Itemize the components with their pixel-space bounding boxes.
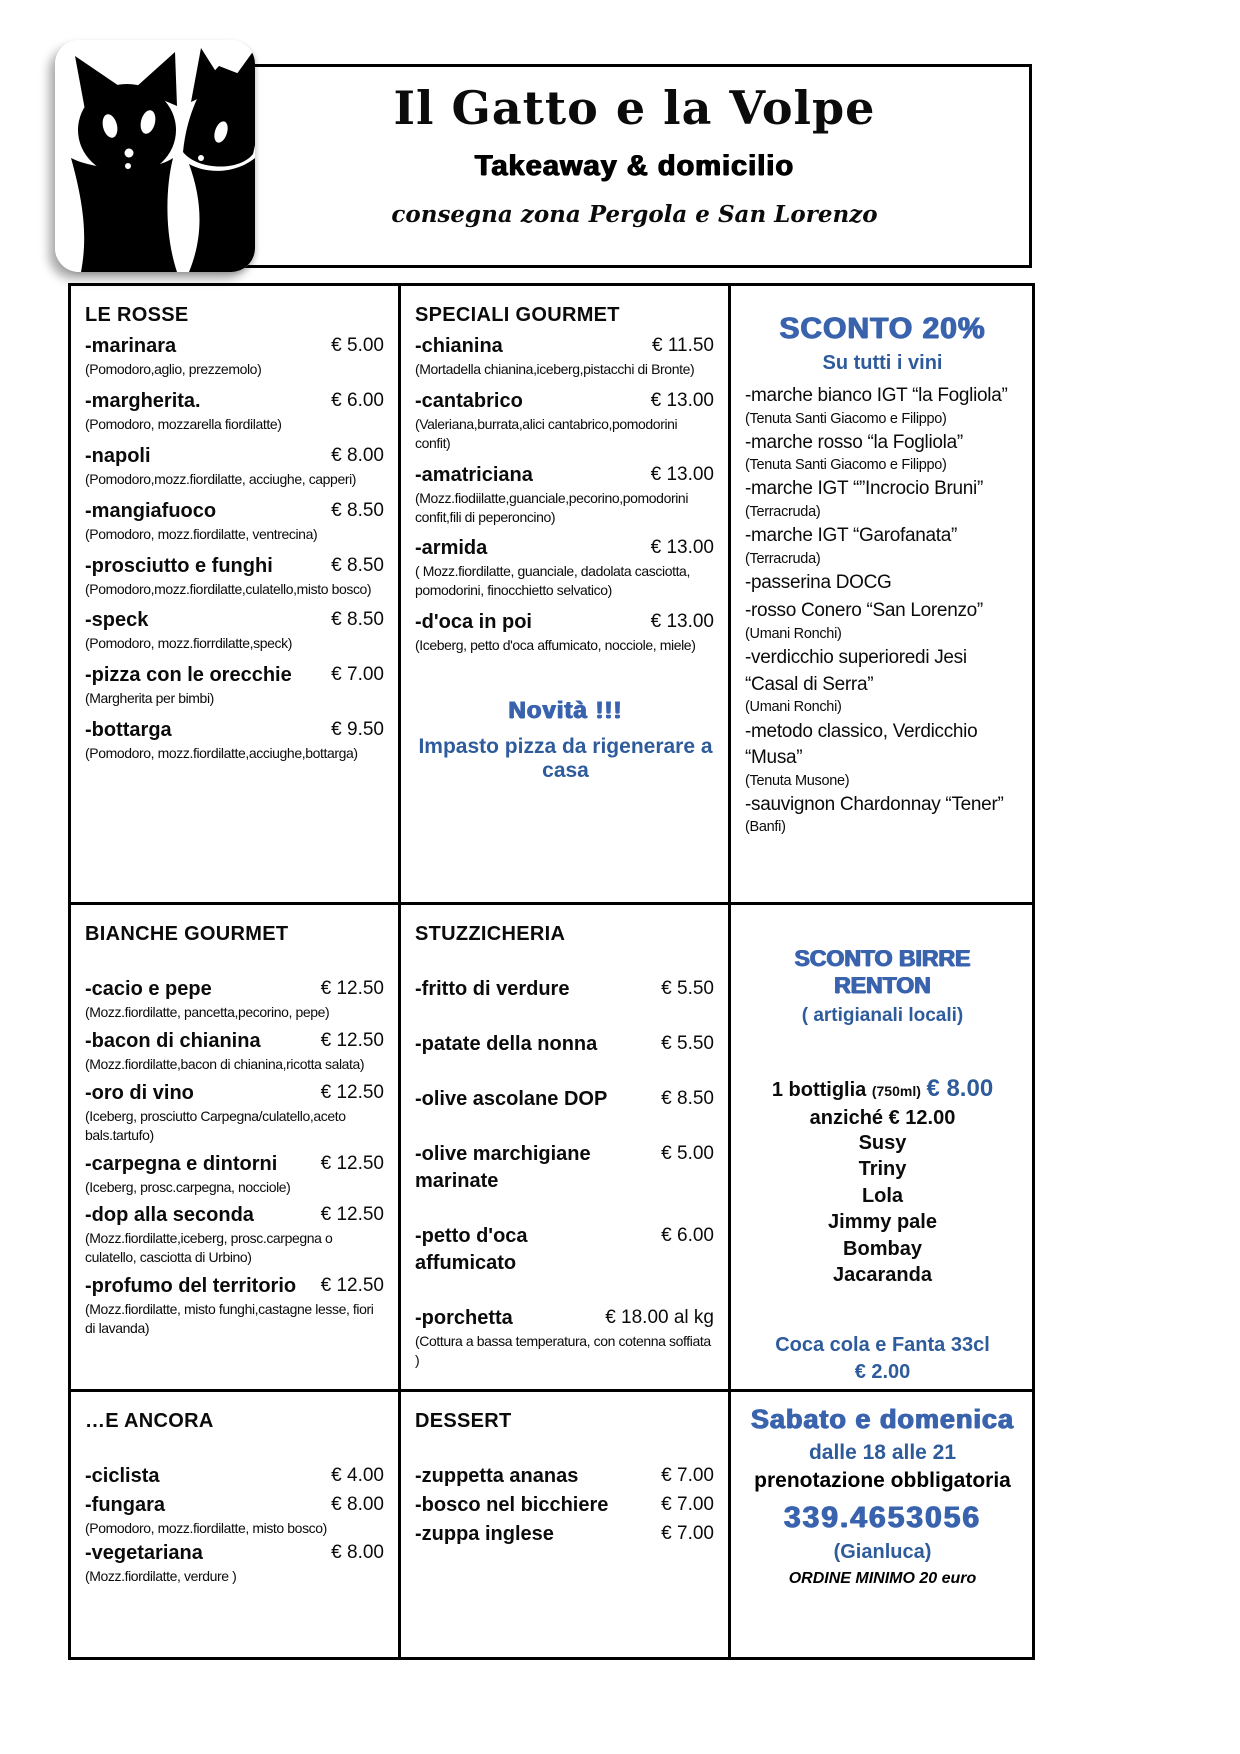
beer-discount-title: SCONTO BIRRE RENTON [794, 945, 971, 998]
wine-name: -marche rosso “la Fogliola” [745, 431, 963, 453]
beer-original-price: anziché € 12.00 [809, 1107, 956, 1129]
wine-producer: (Tenuta Santi Giacomo e Filippo) [745, 457, 947, 474]
item-price: € 8.50 [331, 554, 384, 576]
menu-item [415, 976, 716, 1003]
novita-title: Novità !!! [508, 697, 623, 725]
item-price: € 13.00 [650, 611, 714, 633]
wine-producer: (Banfi) [745, 819, 786, 836]
wine-name: -rosso Conero “San Lorenzo” [745, 600, 983, 622]
item-price: € 12.50 [320, 1204, 384, 1226]
wine-item [745, 719, 1020, 790]
section-dessert [401, 1392, 731, 1657]
item-description: (Pomodoro,aglio, prezzemolo) [85, 361, 262, 377]
item-price: € 18.00 al kg [605, 1307, 714, 1328]
menu-item [415, 1463, 716, 1490]
beer-offer-label: 1 bottiglia [771, 1079, 867, 1101]
item-description: (Mozz.fiordilatte,bacon di chianina,ricotta salata) [85, 1055, 365, 1072]
wine-discount-subtitle: Su tutti i vini [822, 352, 943, 374]
beer-offer-price: € 8.00 [926, 1075, 994, 1102]
menu-item [85, 1463, 386, 1490]
item-description: (Pomodoro, mozz.fiordilatte, misto bosco) [85, 1520, 327, 1536]
wine-item [745, 383, 1020, 428]
header-box [237, 64, 1032, 268]
item-name: -porchetta [415, 1307, 513, 1329]
item-price: € 7.00 [331, 664, 384, 686]
section-title: BIANCHE GOURMET [85, 923, 289, 945]
menu-item-list [85, 333, 386, 763]
item-price: € 8.00 [331, 444, 384, 466]
item-name: -vegetariana [85, 1541, 203, 1564]
wine-item [745, 598, 1020, 643]
wine-producer: (Terracruda) [745, 550, 821, 567]
menu-item-list [85, 976, 386, 1338]
item-description: (Iceberg, prosc.carpegna, nocciole) [85, 1178, 291, 1195]
section-birre [731, 905, 1032, 1392]
menu-item-list [415, 333, 716, 655]
menu-item [85, 1028, 386, 1074]
item-price: € 5.00 [331, 335, 384, 356]
item-name: -armida [415, 537, 488, 560]
item-description: ( Mozz.fiordilatte, guanciale, dadolata casciotta, pomodorini, finocchietto selvatico) [415, 563, 690, 599]
menu-item [85, 1080, 386, 1145]
item-description: (Mozz.fiordilatte, misto funghi,castagne lesse, fiori di lavanda) [85, 1301, 374, 1337]
item-price: € 7.00 [661, 1523, 714, 1544]
wine-item [745, 523, 1020, 568]
menu-item [415, 1492, 716, 1519]
item-name: -oro di vino [85, 1081, 194, 1104]
wine-name: -marche bianco IGT “la Fogliola” [745, 385, 1008, 406]
menu-item [85, 662, 386, 708]
menu-item [85, 1492, 386, 1538]
item-description: (Mozz.fiordilatte,iceberg, prosc.carpegna o culatello, casciotta di Urbino) [85, 1230, 333, 1266]
item-price: € 8.00 [331, 1494, 384, 1515]
beer-bottle-size: (750ml) [871, 1083, 921, 1099]
wine-name: -marche IGT “”Incrocio Bruni” [745, 478, 984, 500]
wine-name: -marche IGT “Garofanata” [745, 525, 958, 547]
menu-item [415, 1141, 716, 1195]
section-title: STUZZICHERIA [415, 923, 566, 945]
wine-producer: (Tenuta Musone) [745, 772, 850, 789]
menu-item [415, 535, 716, 600]
item-name: -zuppetta ananas [415, 1465, 579, 1487]
item-name: -cantabrico [415, 389, 523, 412]
beer-name: Bombay [843, 1237, 922, 1260]
beer-name: Jimmy pale [828, 1211, 937, 1234]
item-description: (Cottura a bassa temperatura, con cotenna soffiata ) [415, 1333, 711, 1368]
soft-drinks-price: € 2.00 [854, 1361, 911, 1384]
item-price: € 7.00 [661, 1465, 714, 1486]
item-price: € 12.50 [320, 1029, 384, 1051]
menu-item [85, 607, 386, 653]
wine-producer: (Umani Ronchi) [745, 626, 842, 643]
wine-discount-title: SCONTO 20% [779, 312, 986, 345]
item-name: -cacio e pepe [85, 978, 212, 1000]
item-price: € 11.50 [652, 335, 714, 356]
contact-name: (Gianluca) [833, 1541, 932, 1563]
item-name: -carpegna e dintorni [85, 1152, 278, 1175]
beer-name: Jacaranda [833, 1263, 932, 1286]
restaurant-logo [55, 40, 255, 272]
item-price: € 4.00 [331, 1465, 384, 1486]
item-price: € 13.00 [650, 537, 714, 559]
item-price: € 5.00 [661, 1143, 714, 1164]
menu-item [85, 443, 386, 489]
section-title: …E ANCORA [85, 1410, 214, 1432]
section-title: DESSERT [415, 1410, 512, 1432]
section-vini [731, 286, 1032, 905]
restaurant-title: Il Gatto e la Volpe [393, 81, 876, 135]
wine-item [745, 792, 1020, 837]
item-price: € 7.00 [661, 1494, 714, 1515]
item-name: -pizza con le orecchie [85, 664, 292, 687]
item-name: -dop alla seconda [85, 1204, 254, 1227]
item-name: -speck [85, 609, 149, 632]
beer-offer [745, 1075, 1020, 1103]
menu-item [415, 333, 716, 379]
menu-item [415, 462, 716, 527]
item-description: (Pomodoro, mozz.fiorrdilatte,speck) [85, 635, 292, 652]
item-name: -fungara [85, 1494, 165, 1516]
item-price: € 5.50 [661, 978, 714, 999]
item-description: (Pomodoro, mozz.fiordilatte,acciughe,bottarga) [85, 745, 358, 762]
item-name: -olive marchigiane marinate [415, 1143, 591, 1192]
item-price: € 12.50 [320, 1275, 384, 1297]
item-description: (Mozz.fiordilatte, pancetta,pecorino, pepe) [85, 1004, 330, 1020]
wine-item [745, 645, 1020, 716]
menu-item [415, 1223, 716, 1277]
soft-drinks-label: Coca cola e Fanta 33cl [775, 1334, 990, 1357]
wine-producer: (Umani Ronchi) [745, 699, 842, 716]
item-price: € 9.50 [331, 719, 384, 741]
menu-item [85, 1202, 386, 1267]
novita-announcement [415, 697, 716, 783]
beer-list [745, 1130, 1020, 1288]
weekend-hours: dalle 18 alle 21 [808, 1441, 957, 1464]
item-price: € 12.50 [320, 1152, 384, 1174]
wine-name: -metodo classico, Verdicchio “Musa” [745, 720, 978, 769]
item-description: (Pomodoro, mozzarella fiordilatte) [85, 415, 282, 432]
item-name: -bottarga [85, 719, 172, 742]
beer-name: Triny [858, 1158, 907, 1181]
menu-item [415, 1305, 716, 1370]
wine-name: -verdicchio superioredi Jesi “Casal di Serra” [745, 647, 967, 695]
beer-discount-subtitle: ( artigianali locali) [801, 1005, 964, 1026]
item-price: € 13.00 [650, 463, 714, 485]
item-description: (Iceberg, petto d'oca affumicato, nocciole, miele) [415, 637, 696, 654]
item-name: -olive ascolane DOP [415, 1088, 608, 1110]
minimum-order-label: ORDINE MINIMO 20 euro [788, 1570, 977, 1587]
item-name: -ciclista [85, 1465, 160, 1487]
item-price: € 8.50 [661, 1088, 714, 1109]
item-name: -bosco nel bicchiere [415, 1494, 609, 1516]
wine-producer: (Tenuta Santi Giacomo e Filippo) [745, 410, 947, 427]
item-name: -bacon di chianina [85, 1029, 261, 1052]
item-name: -d'oca in poi [415, 611, 532, 634]
item-description: (Pomodoro,mozz.fiordilatte,culatello,misto bosco) [85, 580, 372, 597]
section-le-rosse [71, 286, 401, 905]
item-name: -profumo del territorio [85, 1275, 297, 1298]
menu-item [85, 1151, 386, 1197]
section-title: LE ROSSE [85, 304, 189, 326]
item-name: -petto d'oca affumicato [415, 1225, 528, 1274]
item-price: € 13.00 [650, 389, 714, 411]
weekend-title: Sabato e domenica [750, 1404, 1015, 1434]
item-name: -amatriciana [415, 463, 533, 486]
item-name: -fritto di verdure [415, 978, 570, 1000]
wine-list [745, 383, 1020, 837]
item-description: (Iceberg, prosciutto Carpegna/culatello,aceto bals.tartufo) [85, 1107, 346, 1143]
item-name: -margherita. [85, 389, 201, 412]
item-name: -mangiafuoco [85, 499, 217, 522]
menu-item [85, 553, 386, 599]
menu-item-list [85, 1463, 386, 1586]
wine-item [745, 476, 1020, 521]
wine-item [745, 570, 1020, 597]
menu-item [415, 1521, 716, 1548]
item-price: € 12.50 [320, 1081, 384, 1103]
menu-item [85, 333, 386, 379]
menu-item [85, 976, 386, 1022]
menu-item [415, 609, 716, 655]
menu-item [415, 388, 716, 453]
service-subtitle: Takeaway & domicilio [474, 149, 795, 182]
menu-item [415, 1031, 716, 1058]
menu-item [85, 1273, 386, 1338]
wine-item [745, 430, 1020, 475]
wine-name: -passerina DOCG [745, 571, 892, 593]
section-weekend-info [731, 1392, 1032, 1657]
menu-item [85, 498, 386, 544]
novita-text: Impasto pizza da rigenerare a casa [418, 735, 713, 783]
delivery-tagline: consegna zona Pergola e San Lorenzo [391, 200, 878, 228]
item-name: -napoli [85, 444, 151, 467]
item-description: (Pomodoro, mozz.fiordilatte, ventrecina) [85, 525, 318, 542]
phone-number: 339.4653056 [783, 1501, 982, 1534]
item-description: (Valeriana,burrata,alici cantabrico,pomodorini confit) [415, 415, 678, 451]
item-description: (Mozz.fiordilatte, verdure ) [85, 1567, 237, 1584]
item-name: -zuppa inglese [415, 1523, 554, 1545]
item-price: € 12.50 [320, 978, 384, 999]
item-price: € 5.50 [661, 1033, 714, 1054]
item-name: -patate della nonna [415, 1033, 598, 1055]
menu-item [85, 388, 386, 434]
wine-producer: (Terracruda) [745, 504, 821, 521]
section-stuzzicheria [401, 905, 731, 1392]
booking-required-label: prenotazione obbligatoria [754, 1469, 1011, 1492]
cat-and-fox-icon [55, 40, 255, 272]
item-description: (Mozz.fiodiilatte,guanciale,pecorino,pomodorini confit,fili di peperoncino) [415, 489, 689, 525]
beer-name: Susy [858, 1132, 907, 1154]
item-price: € 6.00 [661, 1225, 714, 1246]
item-description: (Mortadella chianina,iceberg,pistacchi di Bronte) [415, 361, 695, 377]
menu-item [85, 717, 386, 763]
item-price: € 6.00 [331, 389, 384, 411]
wine-name: -sauvignon Chardonnay “Tener” [745, 793, 1004, 815]
menu-item-list [415, 1463, 716, 1548]
item-description: (Pomodoro,mozz.fiordilatte, acciughe, capperi) [85, 470, 357, 487]
menu-item [85, 1540, 386, 1586]
menu-item-list [415, 976, 716, 1370]
item-description: (Margherita per bimbi) [85, 690, 214, 707]
section-e-ancora [71, 1392, 401, 1657]
item-price: € 8.50 [331, 499, 384, 521]
section-bianche-gourmet [71, 905, 401, 1392]
section-speciali-gourmet [401, 286, 731, 905]
section-title: SPECIALI GOURMET [415, 304, 620, 326]
item-name: -marinara [85, 335, 177, 357]
item-name: -chianina [415, 335, 503, 357]
item-price: € 8.50 [331, 609, 384, 631]
item-name: -prosciutto e funghi [85, 554, 273, 577]
item-price: € 8.00 [331, 1541, 384, 1563]
menu-item [415, 1086, 716, 1113]
beer-name: Lola [861, 1184, 904, 1207]
menu-grid [68, 283, 1035, 1660]
